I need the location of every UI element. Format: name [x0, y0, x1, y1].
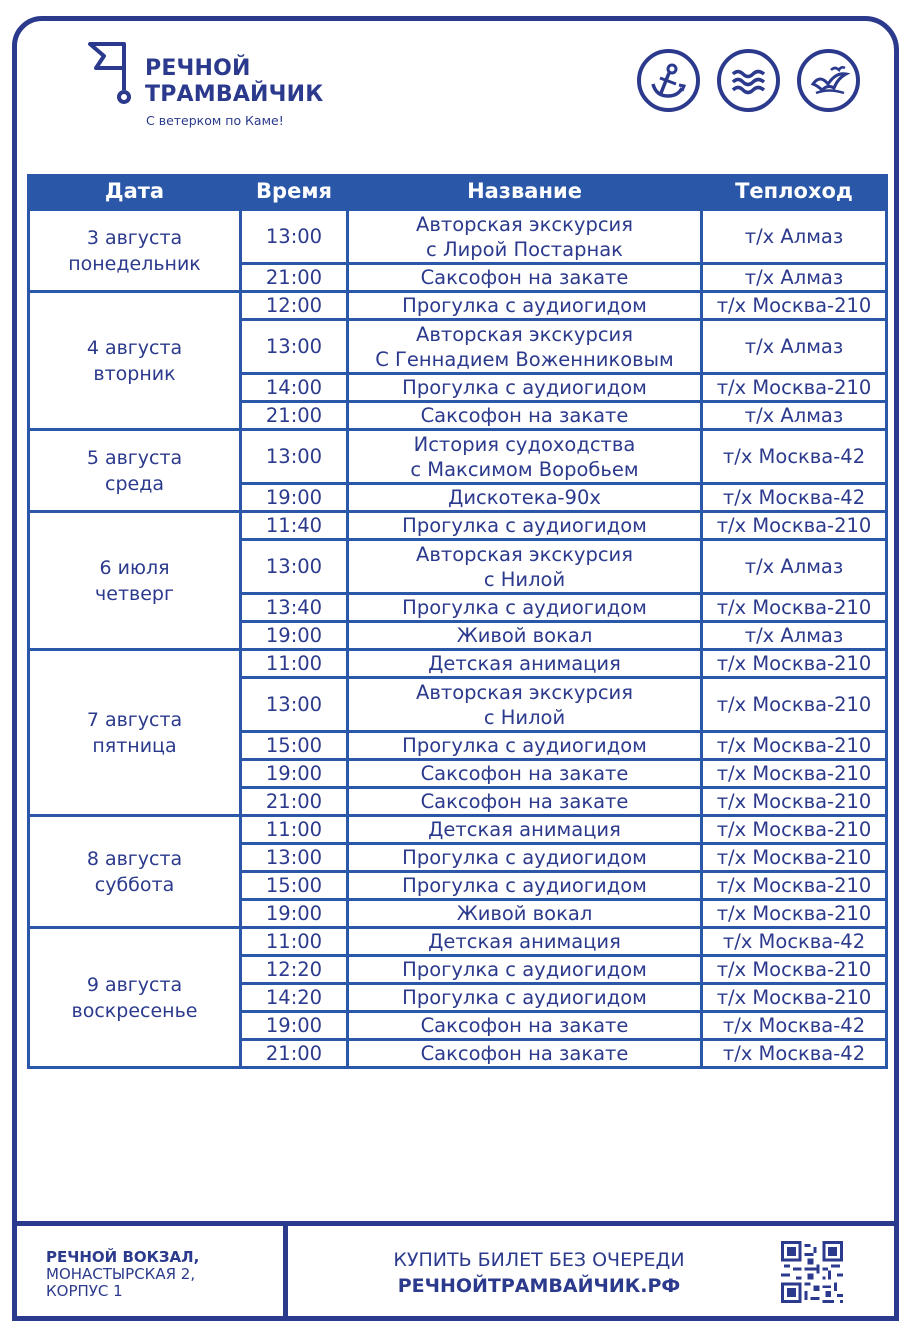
- ship-cell: т/х Москва-210: [702, 816, 887, 844]
- ship-cell: т/х Москва-210: [702, 788, 887, 816]
- table-row: [29, 650, 887, 678]
- schedule-table: [27, 174, 888, 1069]
- ship-cell: т/х Москва-210: [702, 872, 887, 900]
- column-header-date: Дата: [29, 174, 241, 210]
- date-cell: [29, 210, 241, 292]
- title-line2: с Нилой: [483, 567, 566, 591]
- ship-cell: т/х Алмаз: [702, 402, 887, 430]
- brand-name: [145, 56, 323, 108]
- table-row: [29, 292, 887, 320]
- table-row: [29, 512, 887, 540]
- title-line1: Авторская экскурсия: [416, 212, 633, 236]
- time-cell: 19:00: [241, 760, 348, 788]
- date-weekday: понедельник: [68, 252, 201, 275]
- time-cell: 21:00: [241, 264, 348, 292]
- date-day: 7 августа: [86, 708, 183, 731]
- buy-ticket-block[interactable]: [300, 1247, 778, 1299]
- ship-cell: т/х Москва-210: [702, 760, 887, 788]
- title-cell: Саксофон на закате: [348, 760, 702, 788]
- column-header-title: Название: [348, 174, 702, 210]
- ship-cell: т/х Москва-210: [702, 292, 887, 320]
- time-cell: 19:00: [241, 900, 348, 928]
- time-cell: 14:20: [241, 984, 348, 1012]
- title-cell: Детская анимация: [348, 816, 702, 844]
- time-cell: 13:00: [241, 678, 348, 732]
- title-cell: [348, 430, 702, 484]
- title-cell: Прогулка с аудиогидом: [348, 594, 702, 622]
- address-line1: РЕЧНОЙ ВОКЗАЛ,: [46, 1248, 200, 1266]
- ship-cell: т/х Алмаз: [702, 264, 887, 292]
- title-line2: с Лирой Постарнак: [426, 237, 623, 261]
- time-cell: 21:00: [241, 788, 348, 816]
- ship-cell: т/х Алмаз: [702, 622, 887, 650]
- date-cell: [29, 816, 241, 928]
- title-cell: Детская анимация: [348, 650, 702, 678]
- time-cell: 19:00: [241, 1012, 348, 1040]
- date-weekday: пятница: [92, 734, 177, 757]
- ship-cell: т/х Москва-210: [702, 650, 887, 678]
- time-cell: 21:00: [241, 1040, 348, 1068]
- title-cell: Прогулка с аудиогидом: [348, 872, 702, 900]
- brand-line1: РЕЧНОЙ: [145, 56, 251, 81]
- table-row: [29, 816, 887, 844]
- date-weekday: воскресенье: [71, 999, 198, 1022]
- ship-cell: т/х Москва-210: [702, 956, 887, 984]
- title-cell: Саксофон на закате: [348, 1040, 702, 1068]
- ship-cell: т/х Москва-42: [702, 1012, 887, 1040]
- date-cell: [29, 512, 241, 650]
- flag-logo-icon: [84, 40, 132, 106]
- time-cell: 13:00: [241, 210, 348, 264]
- ship-cell: т/х Москва-210: [702, 900, 887, 928]
- title-line1: Авторская экскурсия: [416, 322, 633, 346]
- title-line1: История судоходства: [413, 432, 636, 456]
- title-cell: Прогулка с аудиогидом: [348, 956, 702, 984]
- ship-cell: т/х Москва-210: [702, 374, 887, 402]
- title-cell: Живой вокал: [348, 900, 702, 928]
- website-link[interactable]: РЕЧНОЙТРАМВАЙЧИК.РФ: [397, 1275, 681, 1297]
- date-weekday: среда: [105, 472, 164, 495]
- address-line2: МОНАСТЫРСКАЯ 2,: [46, 1265, 196, 1283]
- date-weekday: суббота: [94, 873, 175, 896]
- qr-code-icon[interactable]: [781, 1241, 843, 1303]
- column-header-ship: Теплоход: [702, 174, 887, 210]
- date-cell: [29, 928, 241, 1068]
- title-line2: С Геннадием Воженниковым: [375, 347, 674, 371]
- time-cell: 19:00: [241, 622, 348, 650]
- title-line2: с Нилой: [483, 705, 566, 729]
- title-cell: Дискотека-90х: [348, 484, 702, 512]
- seagull-icon: [808, 60, 850, 102]
- table-header-row: [29, 174, 887, 210]
- table-row: [29, 928, 887, 956]
- column-header-time: Время: [241, 174, 348, 210]
- time-cell: 11:40: [241, 512, 348, 540]
- title-cell: Прогулка с аудиогидом: [348, 732, 702, 760]
- ship-cell: т/х Москва-42: [702, 928, 887, 956]
- brand-line2: ТРАМВАЙЧИК: [145, 82, 324, 107]
- date-day: 9 августа: [86, 973, 183, 996]
- time-cell: 14:00: [241, 374, 348, 402]
- title-cell: Прогулка с аудиогидом: [348, 844, 702, 872]
- ship-cell: т/х Москва-210: [702, 984, 887, 1012]
- title-cell: Саксофон на закате: [348, 788, 702, 816]
- title-cell: Саксофон на закате: [348, 1012, 702, 1040]
- time-cell: 11:00: [241, 928, 348, 956]
- ship-cell: т/х Алмаз: [702, 210, 887, 264]
- ship-cell: т/х Москва-42: [702, 484, 887, 512]
- ship-cell: т/х Москва-210: [702, 594, 887, 622]
- title-line1: Авторская экскурсия: [416, 680, 633, 704]
- title-line2: с Максимом Воробьем: [410, 457, 639, 481]
- footer-separator: [283, 1221, 288, 1321]
- time-cell: 13:40: [241, 594, 348, 622]
- title-cell: Саксофон на закате: [348, 264, 702, 292]
- ship-cell: т/х Москва-210: [702, 844, 887, 872]
- address-block: [46, 1249, 199, 1300]
- time-cell: 13:00: [241, 430, 348, 484]
- ship-cell: т/х Москва-42: [702, 1040, 887, 1068]
- time-cell: 19:00: [241, 484, 348, 512]
- date-day: 6 июля: [99, 556, 170, 579]
- time-cell: 12:00: [241, 292, 348, 320]
- ship-cell: т/х Москва-210: [702, 678, 887, 732]
- date-cell: [29, 650, 241, 816]
- seagull-badge: [797, 49, 860, 112]
- title-cell: Прогулка с аудиогидом: [348, 984, 702, 1012]
- ship-cell: т/х Москва-42: [702, 430, 887, 484]
- date-day: 8 августа: [86, 847, 183, 870]
- title-line1: Авторская экскурсия: [416, 542, 633, 566]
- time-cell: 15:00: [241, 872, 348, 900]
- waves-badge: [717, 49, 780, 112]
- date-cell: [29, 430, 241, 512]
- title-cell: Живой вокал: [348, 622, 702, 650]
- buy-ticket-text: КУПИТЬ БИЛЕТ БЕЗ ОЧЕРЕДИ: [393, 1249, 685, 1271]
- ship-cell: т/х Алмаз: [702, 320, 887, 374]
- date-day: 4 августа: [86, 336, 183, 359]
- footer-divider: [12, 1221, 899, 1226]
- address-line3: КОРПУС 1: [46, 1282, 123, 1300]
- time-cell: 11:00: [241, 650, 348, 678]
- table-row: [29, 210, 887, 264]
- date-weekday: четверг: [95, 582, 174, 605]
- title-cell: [348, 540, 702, 594]
- time-cell: 21:00: [241, 402, 348, 430]
- anchor-badge: [637, 49, 700, 112]
- date-cell: [29, 292, 241, 430]
- date-day: 3 августа: [86, 226, 183, 249]
- title-cell: Прогулка с аудиогидом: [348, 512, 702, 540]
- ship-cell: т/х Москва-210: [702, 732, 887, 760]
- date-weekday: вторник: [93, 362, 176, 385]
- time-cell: 12:20: [241, 956, 348, 984]
- time-cell: 11:00: [241, 816, 348, 844]
- ship-cell: т/х Москва-210: [702, 512, 887, 540]
- waves-icon: [728, 60, 770, 102]
- title-cell: Прогулка с аудиогидом: [348, 374, 702, 402]
- time-cell: 13:00: [241, 540, 348, 594]
- time-cell: 13:00: [241, 320, 348, 374]
- title-cell: [348, 320, 702, 374]
- title-cell: [348, 210, 702, 264]
- time-cell: 13:00: [241, 844, 348, 872]
- ship-cell: т/х Алмаз: [702, 540, 887, 594]
- anchor-icon: [648, 60, 690, 102]
- brand-tagline: С ветерком по Каме!: [146, 113, 284, 128]
- title-cell: Прогулка с аудиогидом: [348, 292, 702, 320]
- title-cell: Детская анимация: [348, 928, 702, 956]
- date-day: 5 августа: [86, 446, 183, 469]
- title-cell: [348, 678, 702, 732]
- title-cell: Саксофон на закате: [348, 402, 702, 430]
- table-row: [29, 430, 887, 484]
- time-cell: 15:00: [241, 732, 348, 760]
